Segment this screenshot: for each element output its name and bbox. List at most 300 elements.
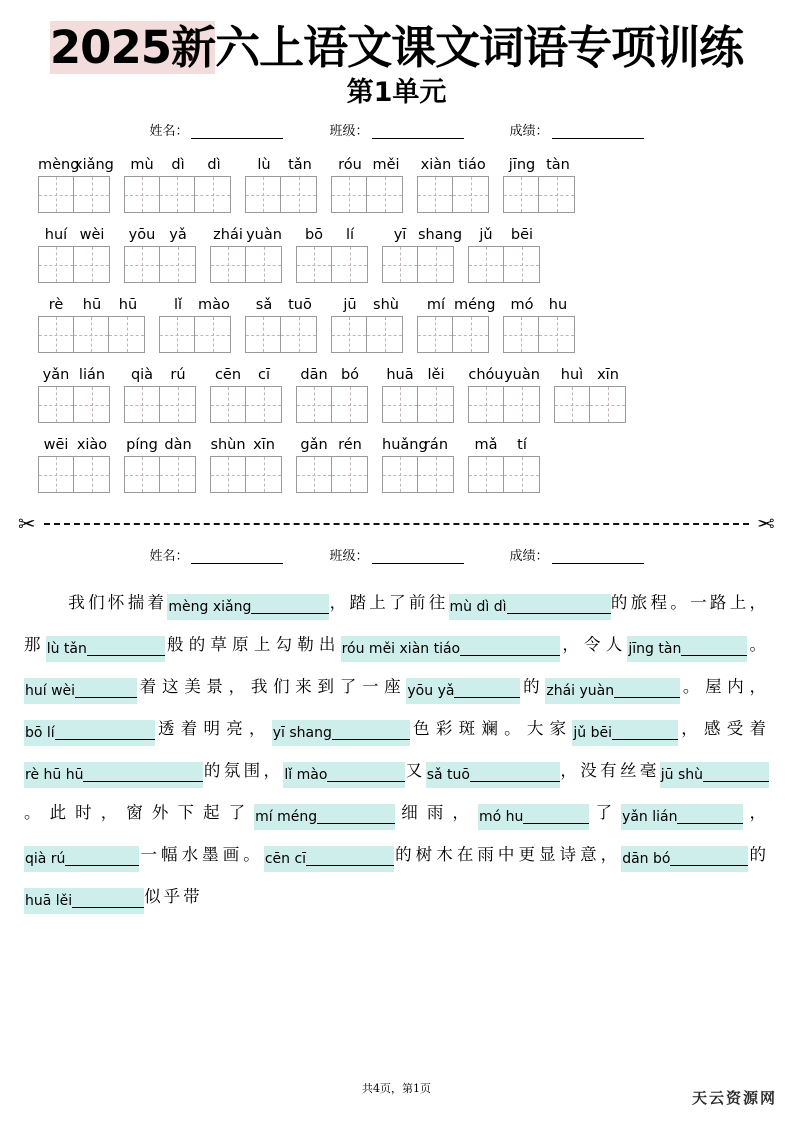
cloze-answer-rule[interactable] xyxy=(612,724,678,740)
grid-cell[interactable] xyxy=(383,457,418,492)
passage-text: 的氛围， xyxy=(203,761,284,780)
cloze-answer-rule[interactable] xyxy=(87,640,165,656)
pinyin-word xyxy=(418,157,490,173)
pinyin-syllable: tuō xyxy=(288,297,312,313)
pinyin-word xyxy=(332,157,404,173)
cloze-blank[interactable] xyxy=(621,846,748,872)
passage-text: 的旅程。一路上，那 xyxy=(24,593,770,654)
grid-cell[interactable] xyxy=(469,387,504,422)
pinyin-word xyxy=(210,367,282,383)
writing-grid[interactable] xyxy=(38,246,110,283)
pinyin-word xyxy=(38,157,114,173)
cloze-blank[interactable] xyxy=(449,594,611,620)
grid-cell[interactable] xyxy=(332,247,367,282)
pinyin-syllable: gǎn xyxy=(300,437,328,453)
pinyin-syllable: rán xyxy=(423,437,449,453)
pinyin-syllable: huì xyxy=(560,367,584,383)
cloze-pinyin-hint: sǎ tuō xyxy=(426,767,470,783)
cloze-answer-rule[interactable] xyxy=(460,640,560,656)
cloze-pinyin-hint: yōu yǎ xyxy=(407,683,455,699)
grid-cell[interactable] xyxy=(332,457,367,492)
pinyin-word xyxy=(124,157,232,173)
grid-cell[interactable] xyxy=(297,387,332,422)
pinyin-word xyxy=(296,367,368,383)
cloze-blank[interactable] xyxy=(167,594,329,620)
passage-text: 色彩斑斓。大家 xyxy=(409,719,573,738)
passage-text: 又 xyxy=(405,761,426,780)
cloze-pinyin-hint: mù dì dì xyxy=(449,599,507,615)
name-label-bottom: 姓名： xyxy=(149,549,189,564)
pinyin-syllable: huí xyxy=(44,227,68,243)
passage-text: 般的草原上勾勒出 xyxy=(164,635,341,654)
class-rule-bottom[interactable] xyxy=(372,551,464,564)
cloze-pinyin-hint: cēn cī xyxy=(264,851,307,867)
grid-cell[interactable] xyxy=(504,247,539,282)
class-rule-top[interactable] xyxy=(372,126,464,139)
cloze-pinyin-hint: dān bó xyxy=(622,851,671,867)
writing-grid[interactable] xyxy=(503,176,575,213)
pinyin-syllable: tàn xyxy=(546,157,570,173)
cloze-blank[interactable] xyxy=(627,636,747,662)
grid-cell[interactable] xyxy=(504,317,539,352)
pinyin-word xyxy=(382,437,454,453)
cloze-blank[interactable] xyxy=(478,804,589,830)
pinyin-word xyxy=(296,437,368,453)
boxes-line xyxy=(38,316,755,353)
pinyin-syllable: róu xyxy=(338,157,362,173)
passage-text: 似乎带 xyxy=(144,887,203,906)
pinyin-syllable: yōu xyxy=(128,227,156,243)
page-title xyxy=(50,22,743,74)
pinyin-syllable: dì xyxy=(207,157,221,173)
grid-row xyxy=(38,291,755,353)
cloze-blank[interactable] xyxy=(341,636,561,662)
pinyin-syllable: méng xyxy=(454,297,496,313)
passage-text: 透着明亮， xyxy=(154,719,272,738)
writing-grid[interactable] xyxy=(417,176,489,213)
name-rule-top[interactable] xyxy=(191,126,283,139)
pinyin-syllable: jǔ xyxy=(479,227,493,243)
grid-cell[interactable] xyxy=(39,317,74,352)
grid-cell[interactable] xyxy=(39,247,74,282)
pinyin-line xyxy=(38,221,755,243)
writing-grid[interactable] xyxy=(382,386,454,423)
cloze-blank[interactable] xyxy=(283,762,405,788)
grid-cell[interactable] xyxy=(160,457,195,492)
grid-cell[interactable] xyxy=(383,247,418,282)
id-line-bottom xyxy=(0,545,793,564)
name-label-top: 姓名： xyxy=(149,124,189,139)
cloze-pinyin-hint: yī shang xyxy=(272,725,332,741)
passage-text: ，踏上了前往 xyxy=(329,593,449,612)
pinyin-word xyxy=(124,437,196,453)
grid-row xyxy=(38,361,755,423)
writing-grid[interactable] xyxy=(296,246,368,283)
cloze-answer-rule[interactable] xyxy=(523,808,589,824)
grid-cell[interactable] xyxy=(39,387,74,422)
cloze-answer-rule[interactable] xyxy=(332,724,410,740)
pinyin-line xyxy=(38,431,755,453)
pinyin-syllable: bēi xyxy=(510,227,534,243)
scissors-icon-left: ✂ xyxy=(18,511,36,536)
pinyin-word xyxy=(332,297,404,313)
id-line-top xyxy=(0,120,793,139)
pinyin-word xyxy=(38,297,146,313)
grid-cell[interactable] xyxy=(281,177,316,212)
grid-cell[interactable] xyxy=(297,457,332,492)
cloze-pinyin-hint: lù tǎn xyxy=(46,641,87,657)
cut-dash xyxy=(44,523,750,525)
score-rule-bottom[interactable] xyxy=(552,551,644,564)
cloze-blank[interactable] xyxy=(24,888,144,914)
pinyin-word xyxy=(296,227,368,243)
grid-cell[interactable] xyxy=(453,317,488,352)
cloze-blank[interactable] xyxy=(660,762,769,788)
pinyin-syllable: xīn xyxy=(597,367,619,383)
name-field-bottom xyxy=(149,545,283,564)
grid-cell[interactable] xyxy=(125,457,160,492)
writing-grid[interactable] xyxy=(124,176,231,213)
score-label-bottom: 成绩： xyxy=(509,549,549,564)
cut-line xyxy=(18,509,775,539)
pinyin-syllable: dì xyxy=(171,157,185,173)
cloze-blank[interactable] xyxy=(24,720,155,746)
pinyin-syllable: huǎng xyxy=(382,437,428,453)
pinyin-syllable: wèi xyxy=(79,227,105,243)
class-label-bottom: 班级： xyxy=(329,549,369,564)
writing-grid[interactable] xyxy=(124,456,196,493)
passage-text: ，感受着 xyxy=(678,719,770,738)
cloze-pinyin-hint: róu měi xiàn tiáo xyxy=(341,641,461,657)
writing-grid[interactable] xyxy=(210,456,282,493)
writing-grid[interactable] xyxy=(382,246,454,283)
grid-cell[interactable] xyxy=(246,177,281,212)
title-highlight: 2025新 xyxy=(49,21,216,74)
writing-grid[interactable] xyxy=(554,386,626,423)
pinyin-syllable: shùn xyxy=(210,437,246,453)
cloze-answer-rule[interactable] xyxy=(681,640,747,656)
writing-grid[interactable] xyxy=(38,316,145,353)
pinyin-word xyxy=(504,297,576,313)
grid-cell[interactable] xyxy=(383,387,418,422)
boxes-line xyxy=(38,246,755,283)
writing-grid[interactable] xyxy=(210,386,282,423)
grid-cell[interactable] xyxy=(418,387,453,422)
pinyin-syllable: mó xyxy=(510,297,534,313)
cloze-answer-rule[interactable] xyxy=(83,766,203,782)
pinyin-syllable: yuàn xyxy=(246,227,282,243)
cloze-answer-rule[interactable] xyxy=(677,808,743,824)
pinyin-syllable: yī xyxy=(393,227,407,243)
grid-cell[interactable] xyxy=(125,387,160,422)
grid-cell[interactable] xyxy=(469,457,504,492)
grid-cell[interactable] xyxy=(281,317,316,352)
writing-grid[interactable] xyxy=(210,246,282,283)
writing-grid[interactable] xyxy=(468,456,540,493)
pinyin-syllable: hū xyxy=(118,297,138,313)
writing-grid[interactable] xyxy=(331,176,403,213)
pinyin-syllable: tiáo xyxy=(458,157,486,173)
cloze-answer-rule[interactable] xyxy=(317,808,395,824)
pinyin-syllable: lián xyxy=(78,367,106,383)
grid-cell[interactable] xyxy=(74,177,109,212)
cloze-blank[interactable] xyxy=(621,804,743,830)
pinyin-word xyxy=(382,367,454,383)
grid-cell[interactable] xyxy=(418,177,453,212)
scissors-icon-right: ✂ xyxy=(757,511,775,536)
cloze-pinyin-hint: bō lí xyxy=(25,725,55,741)
cloze-pinyin-hint: rè hū hū xyxy=(25,767,84,783)
cloze-answer-rule[interactable] xyxy=(327,766,405,782)
pinyin-word xyxy=(468,227,540,243)
pinyin-word xyxy=(38,367,110,383)
grid-cell[interactable] xyxy=(469,247,504,282)
grid-cell[interactable] xyxy=(453,177,488,212)
grid-cell[interactable] xyxy=(39,457,74,492)
grid-cell[interactable] xyxy=(504,177,539,212)
pinyin-syllable: lěi xyxy=(427,367,445,383)
cloze-answer-rule[interactable] xyxy=(75,682,137,698)
cloze-pinyin-hint: mó hu xyxy=(478,809,524,825)
writing-grid[interactable] xyxy=(245,316,317,353)
page-footer: 共4页，第1页 xyxy=(362,1082,431,1095)
grid-cell[interactable] xyxy=(418,457,453,492)
grid-cell[interactable] xyxy=(297,247,332,282)
grid-cell[interactable] xyxy=(539,177,574,212)
pinyin-word xyxy=(382,227,463,243)
score-field-bottom xyxy=(510,545,644,564)
pinyin-word xyxy=(210,437,282,453)
pinyin-syllable: cī xyxy=(257,367,270,383)
grid-cell[interactable] xyxy=(332,317,367,352)
pinyin-syllable: xiào xyxy=(76,437,108,453)
writing-grid[interactable] xyxy=(503,316,575,353)
grid-cell[interactable] xyxy=(160,317,195,352)
grid-cell[interactable] xyxy=(160,387,195,422)
cloze-blank[interactable] xyxy=(24,762,203,788)
pinyin-syllable: zhái xyxy=(213,227,243,243)
title-block xyxy=(0,0,793,110)
boxes-line xyxy=(38,176,755,213)
passage-text: ，令人 xyxy=(560,635,628,654)
passage-text: 了 xyxy=(589,803,622,822)
passage-text: 。 xyxy=(747,635,770,654)
pinyin-word xyxy=(38,437,110,453)
pinyin-syllable: rú xyxy=(170,367,186,383)
score-label-top: 成绩： xyxy=(509,124,549,139)
cloze-answer-rule[interactable] xyxy=(507,598,611,614)
name-field-top xyxy=(149,120,283,139)
grid-cell[interactable] xyxy=(195,317,230,352)
grid-cell[interactable] xyxy=(195,177,230,212)
pinyin-syllable: mèng xyxy=(38,157,80,173)
grid-cell[interactable] xyxy=(504,387,539,422)
grid-cell[interactable] xyxy=(539,317,574,352)
grid-cell[interactable] xyxy=(125,177,160,212)
pinyin-syllable: jīng xyxy=(508,157,536,173)
grid-cell[interactable] xyxy=(39,177,74,212)
pinyin-word xyxy=(38,227,110,243)
page-subtitle: 第1单元 xyxy=(346,77,447,108)
pinyin-syllable: mù xyxy=(130,157,154,173)
passage-text: 的树木在雨中更显诗意， xyxy=(394,845,622,864)
pinyin-word xyxy=(246,297,318,313)
pinyin-syllable: bó xyxy=(340,367,360,383)
cloze-pinyin-hint: jū shù xyxy=(660,767,704,783)
grid-cell[interactable] xyxy=(109,317,144,352)
score-rule-top[interactable] xyxy=(552,126,644,139)
pinyin-syllable: mǎ xyxy=(474,437,498,453)
pinyin-word xyxy=(124,227,196,243)
grid-cell[interactable] xyxy=(504,457,539,492)
cloze-blank[interactable] xyxy=(426,762,560,788)
grid-cell[interactable] xyxy=(74,247,109,282)
grid-cell[interactable] xyxy=(246,317,281,352)
pinyin-syllable: wēi xyxy=(43,437,69,453)
grid-cell[interactable] xyxy=(246,247,281,282)
pinyin-syllable: měi xyxy=(372,157,400,173)
grid-cell[interactable] xyxy=(332,177,367,212)
grid-cell[interactable] xyxy=(367,177,402,212)
grid-cell[interactable] xyxy=(332,387,367,422)
passage-text: 。屋内， xyxy=(680,677,770,696)
grid-cell[interactable] xyxy=(555,387,590,422)
cloze-answer-rule[interactable] xyxy=(251,598,329,614)
grid-row xyxy=(38,151,755,213)
pinyin-syllable: rén xyxy=(338,437,362,453)
cloze-blank[interactable] xyxy=(572,720,678,746)
pinyin-syllable: yǎ xyxy=(169,227,187,243)
cloze-blank[interactable] xyxy=(272,720,410,746)
watermark: 天云资源网 xyxy=(691,1089,777,1107)
pinyin-syllable: yuàn xyxy=(504,367,540,383)
writing-grid[interactable] xyxy=(38,386,110,423)
passage-text: ，没有丝毫 xyxy=(559,761,660,780)
pinyin-line xyxy=(38,361,755,383)
cloze-answer-rule[interactable] xyxy=(306,850,394,866)
grid-cell[interactable] xyxy=(246,457,281,492)
pinyin-syllable: xiǎng xyxy=(74,157,114,173)
cloze-blank[interactable] xyxy=(46,636,165,662)
cloze-answer-rule[interactable] xyxy=(454,682,520,698)
cloze-answer-rule[interactable] xyxy=(670,850,748,866)
class-field-top xyxy=(329,120,463,139)
pinyin-syllable: yǎn xyxy=(42,367,70,383)
writing-grid[interactable] xyxy=(382,456,454,493)
writing-grid[interactable] xyxy=(468,386,540,423)
pinyin-syllable: lǐ xyxy=(173,297,183,313)
cloze-pinyin-hint: mèng xiǎng xyxy=(168,599,252,615)
pinyin-syllable: tí xyxy=(517,437,527,453)
grid-cell[interactable] xyxy=(74,457,109,492)
writing-grid[interactable] xyxy=(296,386,368,423)
grid-cell[interactable] xyxy=(418,247,453,282)
pinyin-syllable: qià xyxy=(130,367,154,383)
grid-cell[interactable] xyxy=(590,387,625,422)
cloze-blank[interactable] xyxy=(254,804,395,830)
pinyin-syllable: tǎn xyxy=(288,157,312,173)
cloze-pinyin-hint: lǐ mào xyxy=(284,767,328,783)
pinyin-syllable: hū xyxy=(82,297,102,313)
cloze-pinyin-hint: zhái yuàn xyxy=(546,683,615,699)
pinyin-syllable: chóu xyxy=(468,367,504,383)
passage-text: 的 xyxy=(520,677,546,696)
name-rule-bottom[interactable] xyxy=(191,551,283,564)
cloze-answer-rule[interactable] xyxy=(65,850,139,866)
grid-cell[interactable] xyxy=(74,387,109,422)
pinyin-syllable: xīn xyxy=(253,437,275,453)
writing-grid[interactable] xyxy=(296,456,368,493)
grid-cell[interactable] xyxy=(74,317,109,352)
writing-grid[interactable] xyxy=(38,456,110,493)
pinyin-word xyxy=(160,297,232,313)
grid-cell[interactable] xyxy=(367,317,402,352)
cloze-blank[interactable] xyxy=(24,678,137,704)
cloze-pinyin-hint: huā lěi xyxy=(25,893,73,909)
pinyin-syllable: rè xyxy=(48,297,64,313)
cloze-pinyin-hint: qià rú xyxy=(25,851,66,867)
boxes-line xyxy=(38,456,755,493)
cloze-answer-rule[interactable] xyxy=(703,766,769,782)
pinyin-syllable: shù xyxy=(373,297,399,313)
pinyin-syllable: dàn xyxy=(164,437,192,453)
writing-grid[interactable] xyxy=(124,386,196,423)
class-label-top: 班级： xyxy=(329,124,369,139)
writing-grid[interactable] xyxy=(331,316,403,353)
passage-text: 细雨， xyxy=(395,803,478,822)
cloze-answer-rule[interactable] xyxy=(470,766,560,782)
writing-grid[interactable] xyxy=(159,316,231,353)
cloze-blank[interactable] xyxy=(545,678,680,704)
cloze-pinyin-hint: huí wèi xyxy=(25,683,76,699)
cloze-blank[interactable] xyxy=(24,846,139,872)
grid-cell[interactable] xyxy=(160,247,195,282)
title-rest: 六上语文课文词语专项训练 xyxy=(215,21,744,74)
pinyin-grid-area xyxy=(0,151,793,493)
pinyin-syllable: bō xyxy=(304,227,324,243)
pinyin-syllable: shang xyxy=(418,227,463,243)
writing-grid[interactable] xyxy=(417,316,489,353)
grid-cell[interactable] xyxy=(246,387,281,422)
grid-cell[interactable] xyxy=(211,247,246,282)
grid-cell[interactable] xyxy=(211,387,246,422)
writing-grid[interactable] xyxy=(124,246,196,283)
writing-grid[interactable] xyxy=(245,176,317,213)
grid-cell[interactable] xyxy=(211,457,246,492)
passage-text: 。此时，窗外下起了 xyxy=(24,803,255,822)
cloze-blank[interactable] xyxy=(406,678,520,704)
cloze-blank[interactable] xyxy=(264,846,394,872)
pinyin-syllable: xiàn xyxy=(420,157,452,173)
writing-grid[interactable] xyxy=(468,246,540,283)
grid-cell[interactable] xyxy=(160,177,195,212)
grid-cell[interactable] xyxy=(418,317,453,352)
grid-cell[interactable] xyxy=(125,247,160,282)
cloze-answer-rule[interactable] xyxy=(55,724,155,740)
cloze-answer-rule[interactable] xyxy=(72,892,144,908)
pinyin-word xyxy=(246,157,318,173)
passage-text: 我们怀揣着 xyxy=(68,593,168,612)
class-field-bottom xyxy=(329,545,463,564)
writing-grid[interactable] xyxy=(38,176,110,213)
pinyin-syllable: huā xyxy=(386,367,414,383)
pinyin-syllable: sǎ xyxy=(255,297,273,313)
cloze-answer-rule[interactable] xyxy=(614,682,680,698)
cloze-pinyin-hint: jīng tàn xyxy=(628,641,682,657)
cloze-pinyin-hint: jǔ bēi xyxy=(573,725,612,741)
passage-text: 的 xyxy=(748,845,770,864)
passage-text: 着这美景，我们来到了一座 xyxy=(137,677,407,696)
